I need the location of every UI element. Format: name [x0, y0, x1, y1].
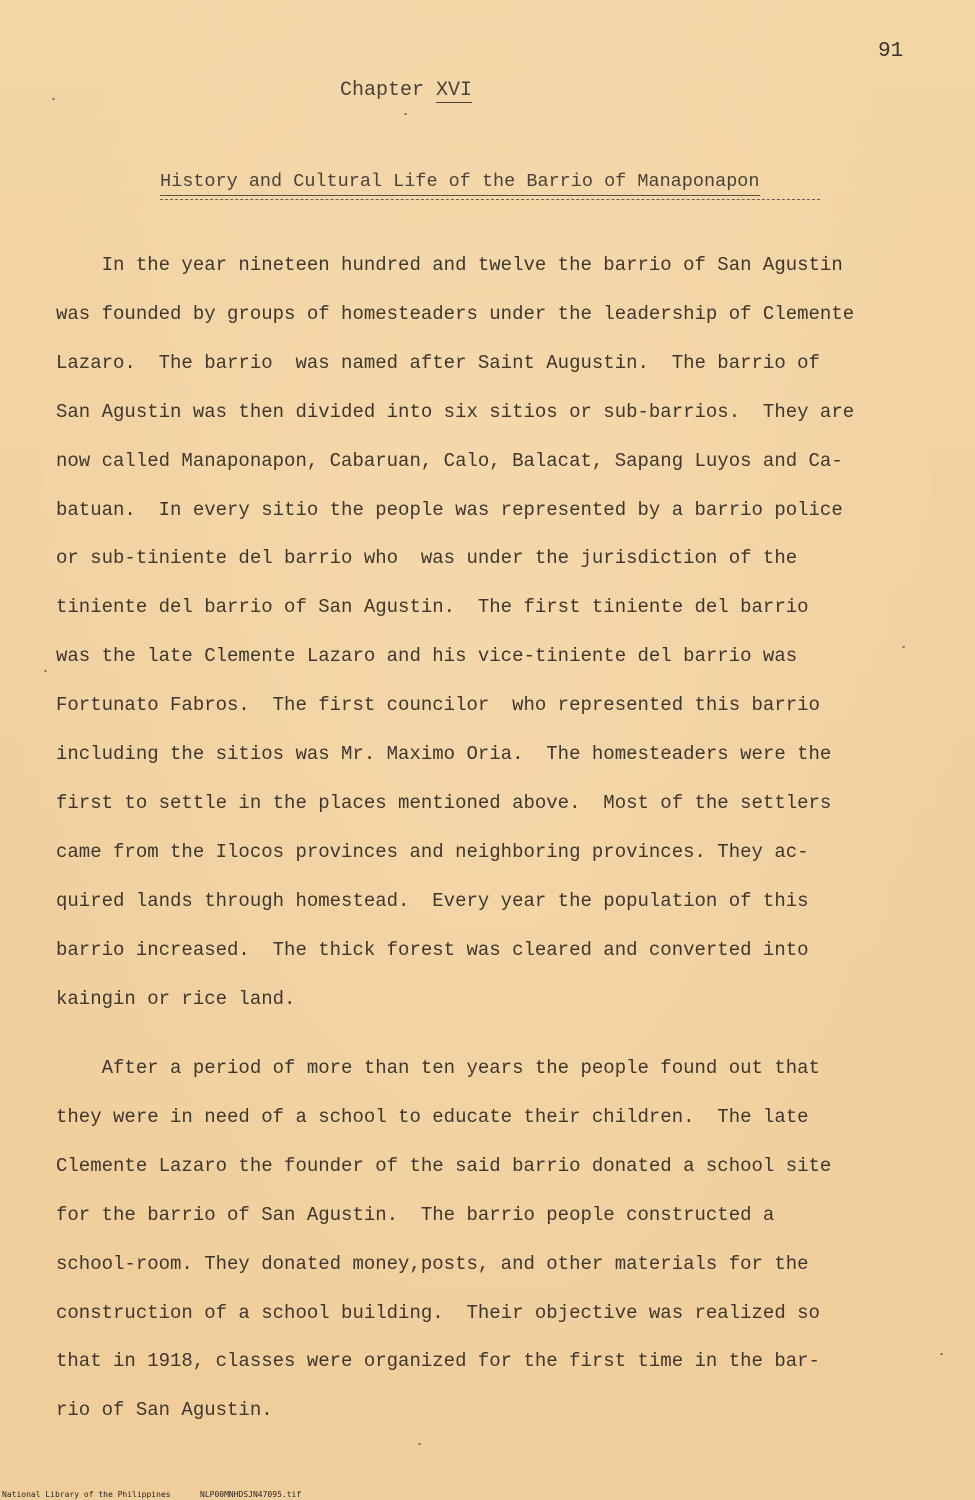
- paper-speck: [44, 670, 47, 672]
- text-line: school-room. They donated money,posts, and other materials for the: [56, 1252, 809, 1275]
- text-line: now called Manaponapon, Cabaruan, Calo, Balacat, Sapang Luyos and Ca-: [56, 449, 843, 472]
- text-line: After a period of more than ten years the people found out that: [56, 1057, 820, 1079]
- text-line: quired lands through homestead. Every year the population of this: [56, 889, 809, 912]
- text-line: In the year nineteen hundred and twelve the barrio of San Agustin: [56, 254, 843, 276]
- text-line: they were in need of a school to educate their children. The late: [56, 1105, 809, 1128]
- text-line: tiniente del barrio of San Agustin. The first tiniente del barrio: [56, 596, 809, 619]
- paper-speck: [902, 646, 905, 648]
- text-line: that in 1918, classes were organized for the first time in the bar-: [56, 1350, 820, 1373]
- text-line: first to settle in the places mentioned above. Most of the settlers: [56, 791, 832, 814]
- paper-speck: [404, 113, 407, 115]
- text-line: for the barrio of San Agustin. The barrio people constructed a: [56, 1203, 775, 1226]
- chapter-heading: [340, 79, 472, 102]
- document-title-block: [160, 171, 825, 200]
- text-line: kaingin or rice land.: [56, 987, 296, 1010]
- text-line: or sub-tiniente del barrio who was under the jurisdiction of the: [56, 547, 798, 570]
- footer-file-name: NLP00MNHDSJN47095.tif: [200, 1490, 302, 1499]
- paper-speck: [52, 98, 55, 100]
- page-number: 91: [878, 40, 904, 63]
- chapter-label: Chapter: [340, 79, 437, 102]
- text-line: San Agustin was then divided into six sitios or sub-barrios. They are: [56, 400, 855, 423]
- text-line: batuan. In every sitio the people was represented by a barrio police: [56, 498, 843, 521]
- text-line: was the late Clemente Lazaro and his vice-tiniente del barrio was: [56, 645, 798, 668]
- text-line: Fortunato Fabros. The first councilor who represented this barrio: [56, 694, 820, 717]
- text-line: barrio increased. The thick forest was cleared and converted into: [56, 938, 809, 961]
- title-double-underline: [160, 199, 820, 200]
- paper-speck: [940, 1353, 943, 1355]
- paper-speck: [418, 1443, 421, 1445]
- text-line: including the sitios was Mr. Maximo Oria. The homesteaders were the: [56, 743, 832, 765]
- text-line: construction of a school building. Their objective was realized so: [56, 1301, 820, 1324]
- text-line: Lazaro. The barrio was named after Saint Augustin. The barrio of: [56, 351, 820, 374]
- text-line: Clemente Lazaro the founder of the said barrio donated a school site: [56, 1154, 832, 1177]
- text-line: came from the Ilocos provinces and neighboring provinces. They ac-: [56, 840, 809, 863]
- text-line: was founded by groups of homesteaders under the leadership of Clemente: [56, 302, 855, 325]
- text-line: rio of San Agustin.: [56, 1399, 273, 1422]
- chapter-number: XVI: [436, 79, 473, 102]
- footer-source: National Library of the Philippines: [2, 1490, 171, 1499]
- document-title: History and Cultural Life of the Barrio of Manaponapon: [160, 171, 760, 196]
